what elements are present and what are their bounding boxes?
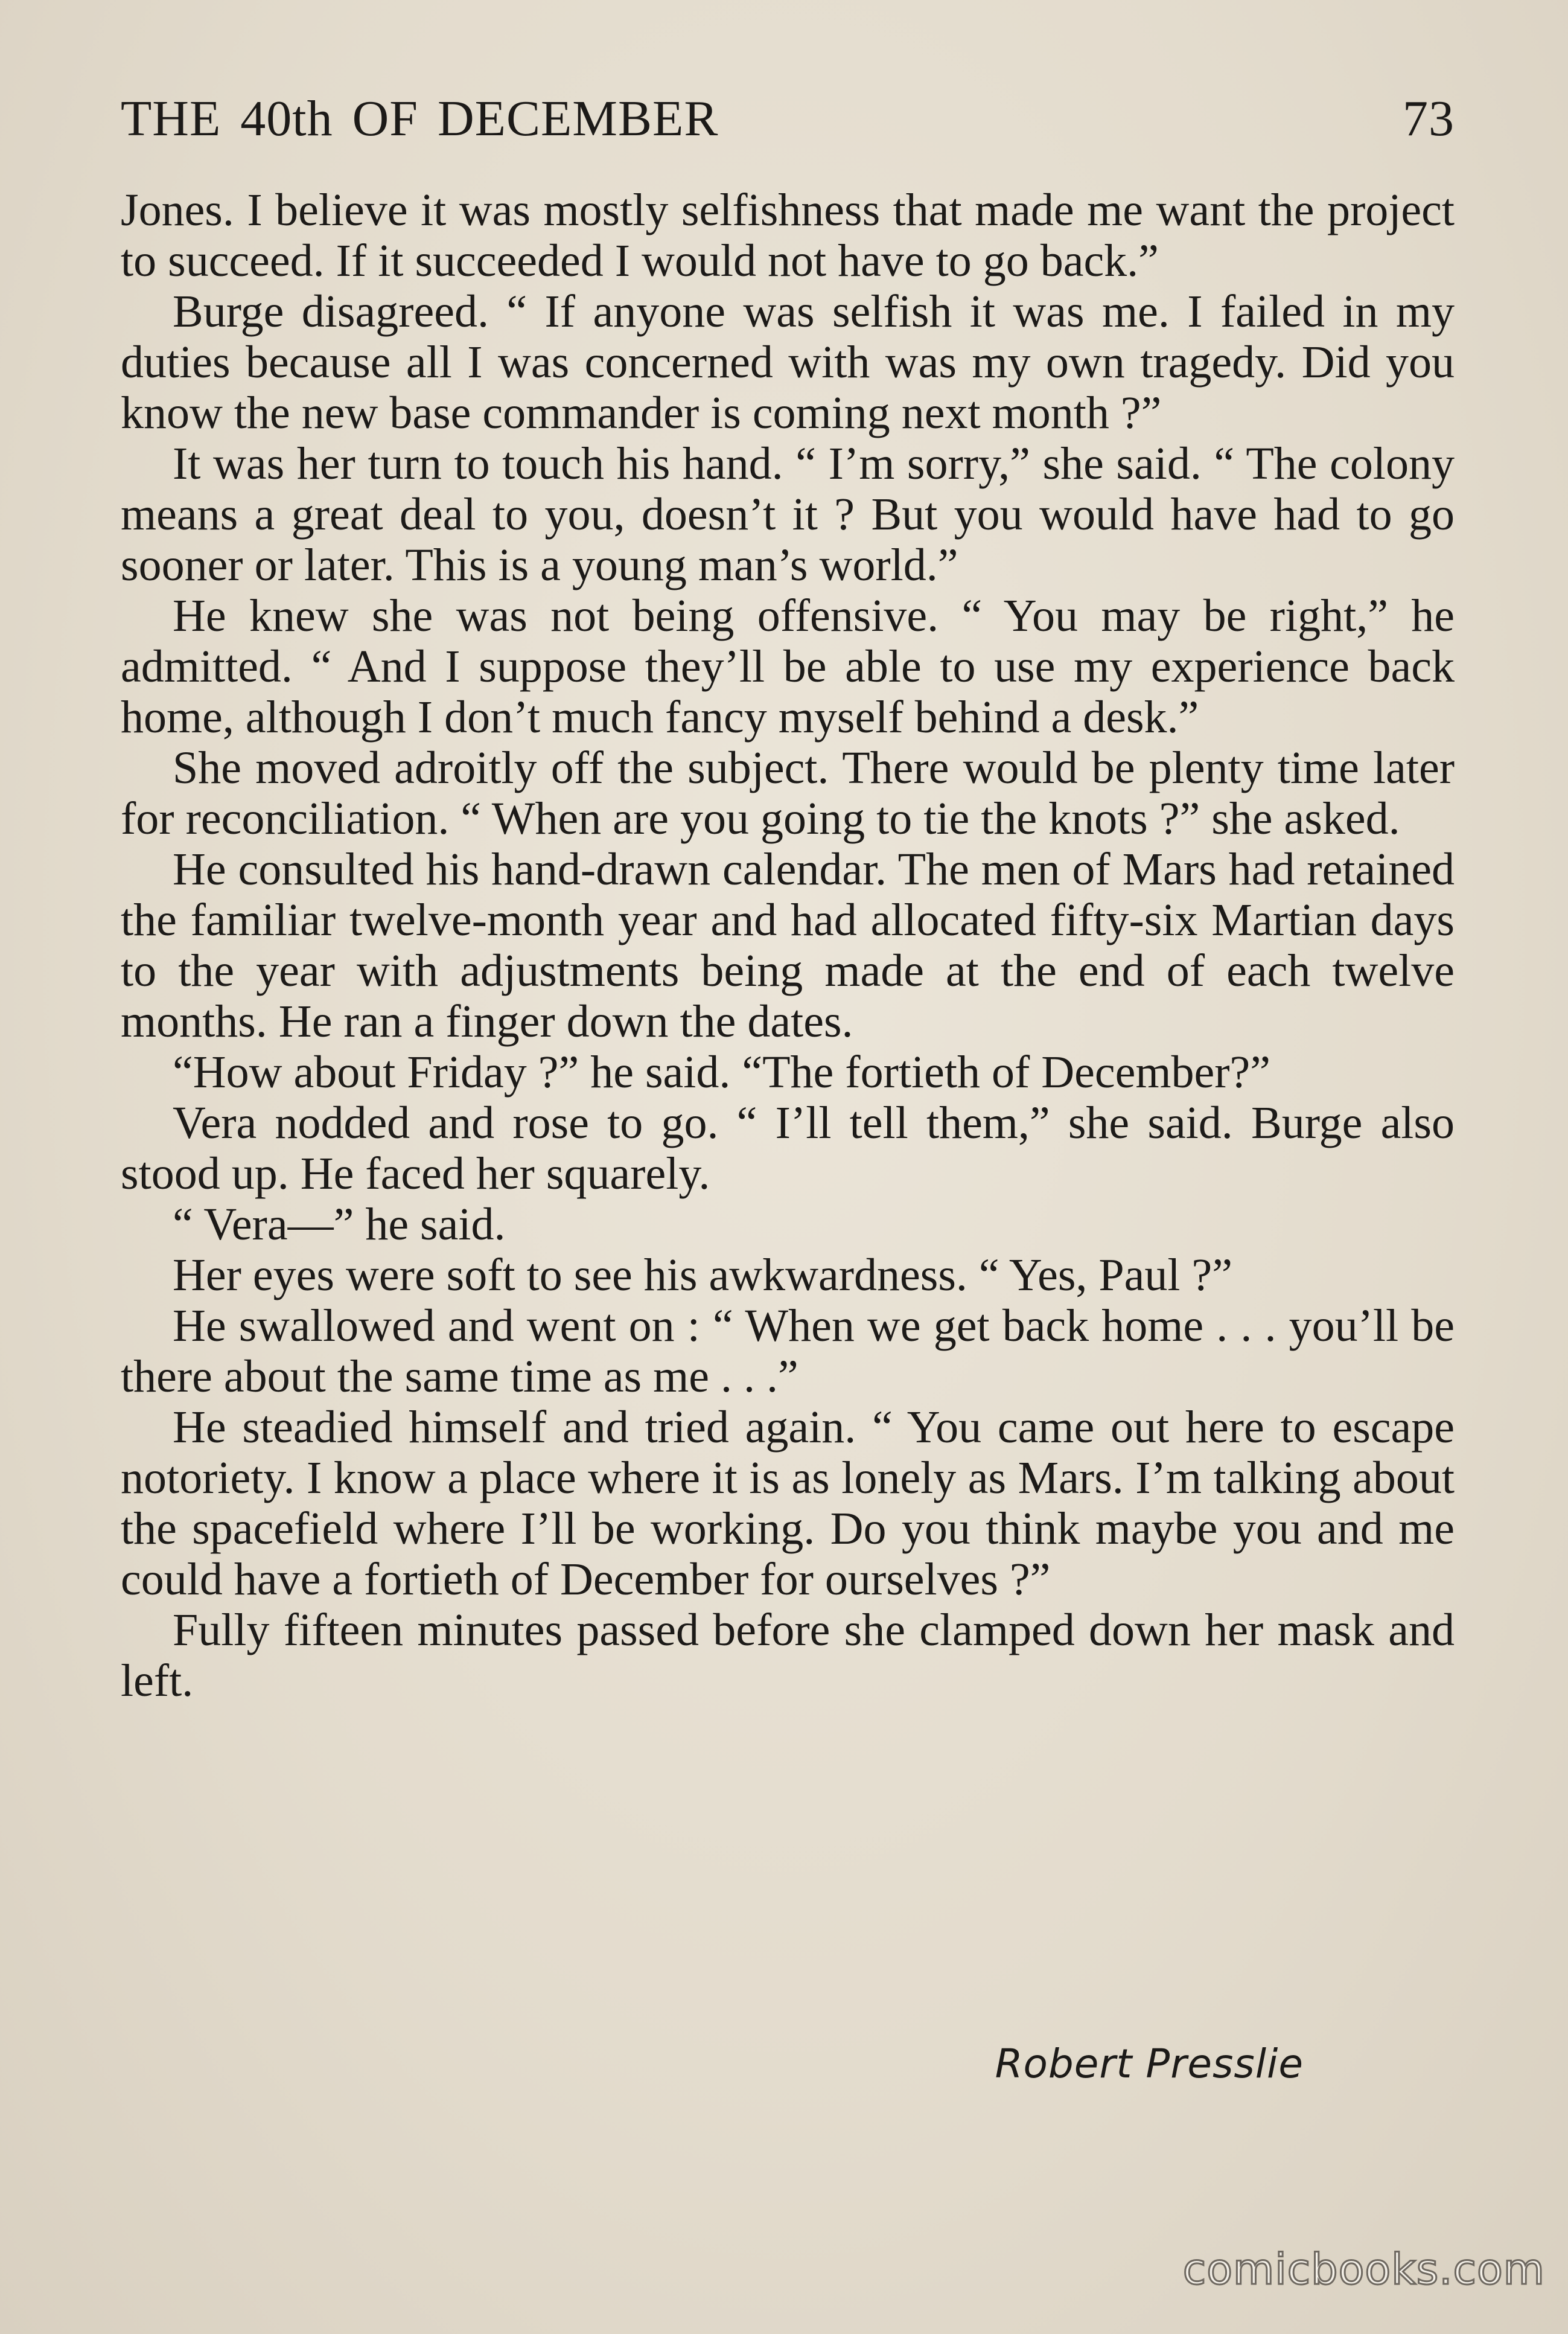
story-text <box>121 185 1455 1706</box>
paragraph: Fully fifteen minutes passed before she clamped down her mask and left. <box>121 1605 1455 1706</box>
paragraph: Her eyes were soft to see his awkwardness. “ Yes, Paul ?” <box>173 1250 1232 1300</box>
paragraph: He consulted his hand-drawn calendar. The men of Mars had retained the familiar twelve-month year and had allocated fifty-six Martian days to the year with adjustments being made at the end of each twelve months. He ran a finger down the dates. <box>121 844 1455 1047</box>
paragraph: He knew she was not being offensive. “ You may be right,” he admitted. “ And I suppose they’ll be able to use my experience back home, although I don’t much fancy myself behind a desk.” <box>121 590 1455 743</box>
paragraph: She moved adroitly off the subject. There would be plenty time later for reconciliation. “ When are you going to tie the knots ?” she asked. <box>121 743 1455 844</box>
paragraph: “How about Friday ?” he said. “The fortieth of December?” <box>173 1047 1270 1098</box>
chapter-title: THE 40th OF DECEMBER <box>121 91 719 147</box>
paragraph: Burge disagreed. “ If anyone was selfish it was me. I failed in my duties because all I was concerned with was my own tragedy. Did you know the new base commander is coming next month ?” <box>121 286 1455 438</box>
paragraph: He steadied himself and tried again. “ You came out here to escape notoriety. I know a place where it is as lonely as Mars. I’m talking about the spacefield where I’ll be working. Do you think maybe you and me could have a fortieth of December for ourselves ?” <box>121 1402 1455 1605</box>
page-number: 73 <box>1403 91 1455 147</box>
paragraph: It was her turn to touch his hand. “ I’m sorry,” she said. “ The colony means a great deal to you, doesn’t it ? But you would have had to go sooner or later. This is a young man’s world.” <box>121 438 1455 590</box>
paragraph: He swallowed and went on : “ When we get back home . . . you’ll be there about the same time as me . . .” <box>121 1300 1455 1402</box>
author-signature: Robert Presslie <box>995 2041 1304 2087</box>
paragraph: Vera nodded and rose to go. “ I’ll tell them,” she said. Burge also stood up. He faced her squarely. <box>121 1098 1455 1199</box>
site-watermark: comicbooks.com <box>1182 2245 1545 2294</box>
running-head <box>121 89 1455 156</box>
paragraph: Jones. I believe it was mostly selfishness that made me want the project to succeed. If it succeeded I would not have to go back.” <box>121 185 1455 286</box>
paragraph: “ Vera—” he said. <box>173 1199 506 1250</box>
